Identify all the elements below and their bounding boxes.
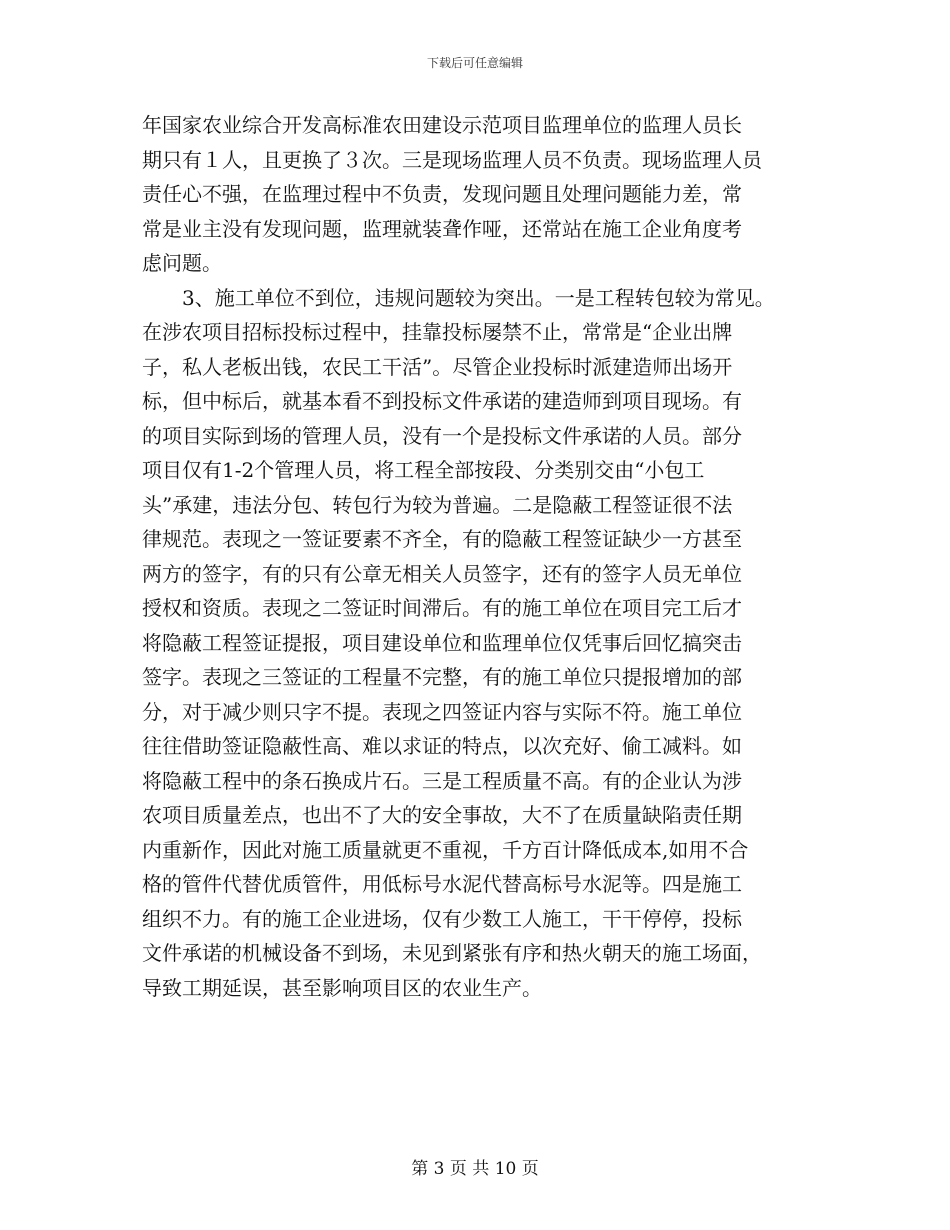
text-line: 授权和资质。表现之二签证时间滞后。有的施工单位在项目完工后才 (142, 596, 742, 620)
text-line: 子，私人老板出钱，农民工干活”。尽管企业投标时派建造师出场开 (142, 354, 733, 379)
text-line: 项目仅有1-2个管理人员，将工程全部按段、分类别交由“小包工 (142, 458, 705, 482)
text-line: 文件承诺的机械设备不到场，未见到紧张有序和热火朝天的施工场面， (142, 941, 762, 965)
page-header-note: 下载后可任意编辑 (426, 56, 523, 70)
text-line: 签字。表现之三签证的工程量不完整，有的施工单位只提报增加的部 (142, 665, 742, 689)
text-line: 农项目质量差点，也出不了大的安全事故，大不了在质量缺陷责任期 (142, 803, 742, 827)
text-line: 内重新作，因此对施工质量就更不重视，千方百计降低成本,如用不合 (142, 837, 749, 862)
text-line: 期只有１人，且更换了３次。三是现场监理人员不负责。现场监理人员 (142, 147, 762, 172)
text-line: 虑问题。 (142, 251, 222, 275)
text-line: 律规范。表现之一签证要素不齐全，有的隐蔽工程签证缺少一方甚至 (142, 527, 742, 551)
text-line: 两方的签字，有的只有公章无相关人员签字，还有的签字人员无单位 (142, 561, 742, 586)
text-line: 的项目实际到场的管理人员，没有一个是投标文件承诺的人员。部分 (142, 423, 742, 448)
text-line: 导致工期延误，甚至影响项目区的农业生产。 (142, 975, 542, 1000)
paragraph-start-line: 3、施工单位不到位，违规问题较为突出。一是工程转包较为常见。 (182, 285, 775, 310)
text-line: 分，对于减少则只字不提。表现之四签证内容与实际不符。施工单位 (142, 699, 742, 724)
page-number-footer: 第 3 页 共 10 页 (411, 1159, 539, 1179)
text-line: 年国家农业综合开发高标准农田建设示范项目监理单位的监理人员长 (142, 113, 742, 137)
text-line: 组织不力。有的施工企业进场，仅有少数工人施工，干干停停，投标 (142, 906, 742, 931)
text-line: 标，但中标后，就基本看不到投标文件承诺的建造师到项目现场。有 (142, 389, 742, 413)
text-line: 在涉农项目招标投标过程中，挂靠投标屡禁不止，常常是“企业出牌 (142, 320, 733, 344)
document-body (142, 108, 832, 1005)
text-line: 将隐蔽工程中的条石换成片石。三是工程质量不高。有的企业认为涉 (142, 768, 742, 793)
text-line: 往往借助签证隐蔽性高、难以求证的特点，以次充好、偷工减料。如 (142, 734, 742, 758)
text-line: 格的管件代替优质管件，用低标号水泥代替高标号水泥等。四是施工 (142, 872, 742, 896)
text-line: 常是业主没有发现问题，监理就装聋作哑，还常站在施工企业角度考 (142, 216, 742, 241)
text-line: 责任心不强，在监理过程中不负责，发现问题且处理问题能力差，常 (142, 182, 742, 206)
text-line: 头”承建，违法分包、转包行为较为普遍。二是隐蔽工程签证很不法 (142, 492, 733, 517)
text-line: 将隐蔽工程签证提报，项目建设单位和监理单位仅凭事后回忆搞突击 (142, 630, 742, 655)
